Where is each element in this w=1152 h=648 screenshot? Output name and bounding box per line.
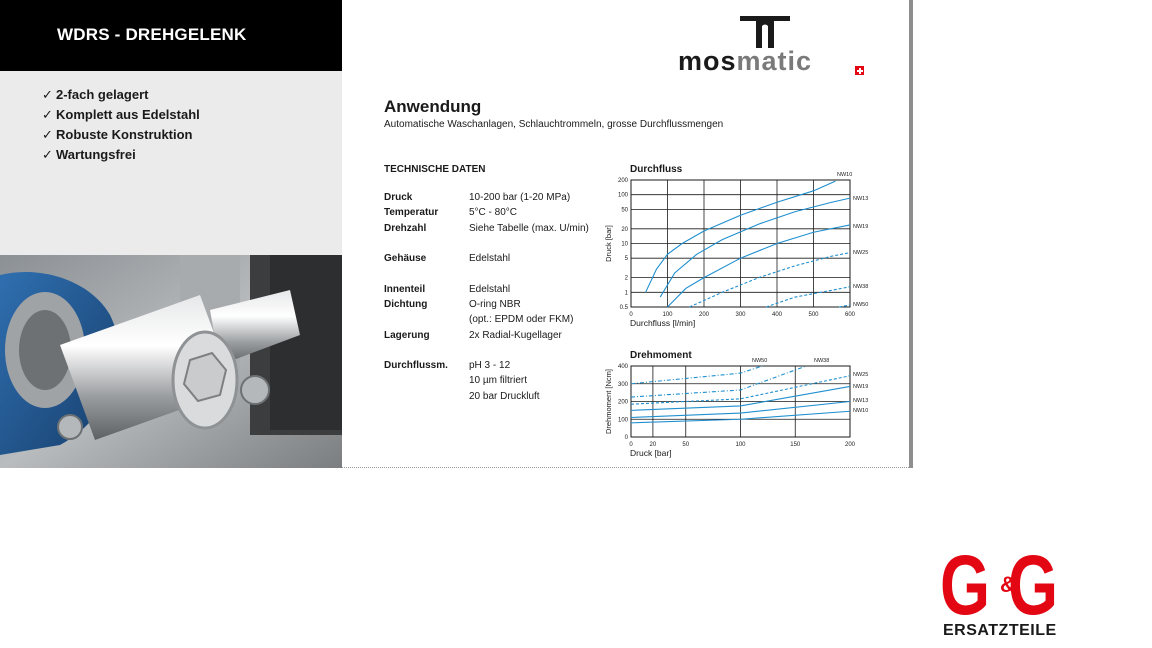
series-line-nw19 [668,225,851,307]
y-tick-label: 2 [624,275,628,282]
series-label: NW10 [837,172,853,178]
product-photo [0,255,342,468]
series-line-nw13 [660,198,850,297]
spec-value: Edelstahl [469,284,511,295]
y-tick-label: 200 [617,178,628,184]
series-label: NW13 [853,398,869,404]
spec-label: Dichtung [384,299,428,310]
y-tick-label: 50 [621,207,628,214]
spec-label: Drehzahl [384,223,427,234]
y-tick-label: 0 [624,435,628,441]
feature-label: Komplett aus Edelstahl [56,107,200,122]
x-tick-label: 400 [771,312,783,318]
product-title-bar [0,0,342,71]
application-heading: Anwendung [384,97,482,116]
series-label: NW13 [853,196,869,202]
feature-list [42,85,200,165]
rotary-joint-photo [0,255,342,468]
x-axis-label: Druck [bar] [630,448,672,458]
check-icon: ✓ [42,87,53,102]
series-label: NW19 [853,384,869,390]
spec-value: 2x Radial-Kugellager [469,330,562,341]
brand-matic: matic [736,46,813,76]
y-tick-label: 400 [617,364,628,370]
series-line-nw38 [766,287,850,307]
y-tick-label: 100 [617,417,628,424]
check-icon: ✓ [42,127,53,142]
spec-value: pH 3 - 12 [469,360,511,371]
x-tick-label: 200 [844,442,856,448]
spec-value: 10 µm filtriert [469,375,527,386]
product-title: WDRS - DREHGELENK [57,25,247,44]
x-axis-label: Durchfluss [l/min] [630,318,696,328]
spec-label: Innenteil [384,284,426,295]
spec-value: 10-200 bar (1-20 MPa) [469,192,571,203]
spec-value: O-ring NBR [469,299,521,310]
chart-title: Durchfluss [630,164,683,175]
spec-value: Edelstahl [469,253,511,264]
series-line-nw38 [631,366,806,397]
document-bottom-edge [342,467,911,468]
feature-item [42,85,200,105]
specs-heading: TECHNISCHE DATEN [384,164,486,175]
x-tick-label: 0 [629,442,633,448]
x-tick-label: 50 [682,442,690,448]
svg-text:G G: G G [940,542,1058,620]
series-label: NW38 [814,358,830,364]
y-tick-label: 5 [624,256,628,263]
gg-ampersand: & [1000,572,1016,597]
gg-logo-text: ERSATZTEILE [943,622,1057,639]
application-text: Automatische Waschanlagen, Schlauchtrommeln, grosse Durchflussmengen [384,119,724,130]
drehmoment-chart [600,344,880,462]
y-tick-label: 100 [617,192,628,199]
spec-value: Siehe Tabelle (max. U/min) [469,223,589,234]
x-tick-label: 100 [735,442,746,448]
spec-label: Temperatur [384,207,439,218]
series-line-nw25 [689,253,850,307]
y-tick-label: 1 [624,290,628,297]
y-axis-label: Drehmoment [Ncm] [604,368,613,435]
series-label: NW50 [853,302,869,308]
feature-label: 2-fach gelagert [56,87,149,102]
spec-label: Druck [384,192,413,203]
spec-label: Lagerung [384,330,430,341]
spec-value: 5°C - 80°C [469,207,518,218]
swiss-flag-icon [855,66,864,75]
spec-label: Gehäuse [384,253,427,264]
series-label: NW50 [752,358,768,364]
y-axis-label: Druck [bar] [604,225,613,262]
spec-value: 20 bar Druckluft [469,391,540,402]
y-tick-label: 0.5 [619,305,628,311]
chart-title: Drehmoment [630,350,692,361]
durchfluss-chart [600,160,880,332]
series-label: NW25 [853,372,869,378]
x-tick-label: 100 [662,312,673,318]
y-tick-label: 20 [621,226,628,233]
x-tick-label: 20 [649,442,657,448]
feature-item [42,125,200,145]
series-label: NW38 [853,284,869,290]
document-edge [909,0,913,468]
mosmatic-emblem-icon [738,14,792,50]
spec-value: (opt.: EPDM oder FKM) [469,314,574,325]
y-tick-label: 10 [621,241,628,248]
mosmatic-logo [678,46,812,77]
series-label: NW19 [853,224,869,230]
series-label: NW10 [853,408,869,414]
feature-label: Wartungsfrei [56,147,136,162]
y-tick-label: 200 [617,399,628,406]
series-label: NW25 [853,250,869,256]
spec-label: Durchflussm. [384,360,448,371]
feature-item [42,145,200,165]
brand-mos: mos [678,46,737,76]
series-line-nw50 [631,366,762,384]
x-tick-label: 150 [790,442,801,448]
x-tick-label: 300 [735,312,746,318]
x-tick-label: 200 [698,312,710,318]
feature-label: Robuste Konstruktion [56,127,193,142]
x-tick-label: 600 [844,312,856,318]
x-tick-label: 0 [629,312,633,318]
feature-item [42,105,200,125]
y-tick-label: 300 [617,381,628,388]
check-icon: ✓ [42,147,53,162]
check-icon: ✓ [42,107,53,122]
x-tick-label: 500 [808,312,819,318]
